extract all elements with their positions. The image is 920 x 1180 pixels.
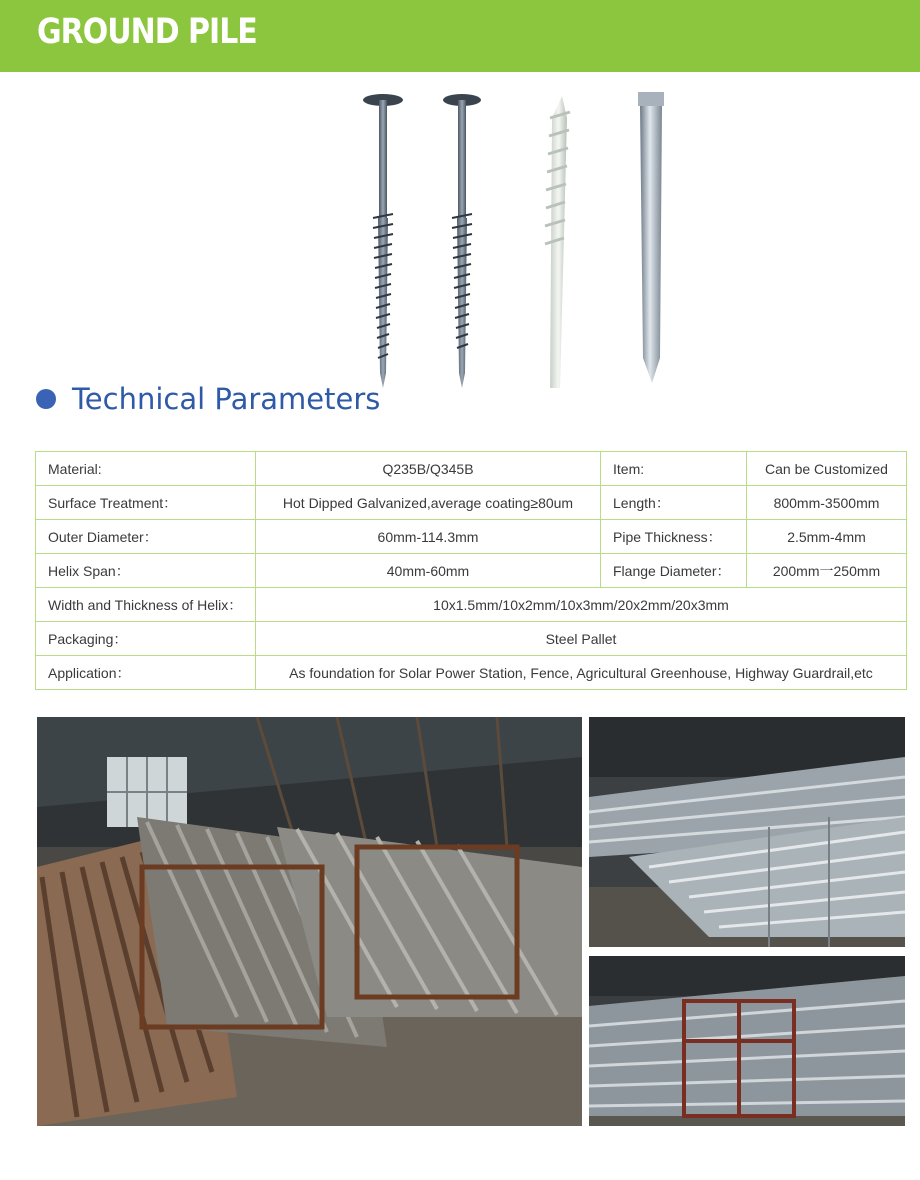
bullet-icon xyxy=(36,389,56,409)
table-row xyxy=(36,486,907,520)
spec-value: 2.5mm-4mm xyxy=(747,520,907,554)
warehouse-photo-bottom-right xyxy=(589,956,905,1126)
spec-label: Length： xyxy=(601,486,747,520)
spec-value: As foundation for Solar Power Station, Fence, Agricultural Greenhouse, Highway Guardrail,etc xyxy=(256,656,907,690)
ground-pile-flange-1 xyxy=(363,94,403,388)
spec-label: Width and Thickness of Helix： xyxy=(36,588,256,622)
spec-value: 40mm-60mm xyxy=(256,554,601,588)
spec-value: Q235B/Q345B xyxy=(256,452,601,486)
spec-value: 800mm-3500mm xyxy=(747,486,907,520)
spec-value: Can be Customized xyxy=(747,452,907,486)
spec-value: Hot Dipped Galvanized,average coating≥80um xyxy=(256,486,601,520)
spec-value: 60mm-114.3mm xyxy=(256,520,601,554)
warehouse-photo-top-right xyxy=(589,717,905,947)
table-row xyxy=(36,554,907,588)
spec-label: Application： xyxy=(36,656,256,690)
section-title: Technical Parameters xyxy=(72,382,381,416)
table-row xyxy=(36,622,907,656)
spec-label: Helix Span： xyxy=(36,554,256,588)
page-title: GROUND PILE xyxy=(37,12,257,53)
section-heading xyxy=(36,381,380,417)
spec-label: Item: xyxy=(601,452,747,486)
ground-pile-helix-pointed xyxy=(545,96,570,388)
spec-label: Pipe Thickness： xyxy=(601,520,747,554)
table-row xyxy=(36,452,907,486)
spec-label: Flange Diameter： xyxy=(601,554,747,588)
table-row xyxy=(36,520,907,554)
spec-label: Outer Diameter： xyxy=(36,520,256,554)
spec-value: 200mm一250mm xyxy=(747,554,907,588)
warehouse-photo-main xyxy=(37,717,582,1126)
table-row xyxy=(36,656,907,690)
ground-pile-pipe xyxy=(638,92,664,383)
table-row xyxy=(36,588,907,622)
ground-pile-flange-2 xyxy=(443,94,481,388)
spec-label: Packaging： xyxy=(36,622,256,656)
product-photo xyxy=(340,88,700,398)
spec-label: Material: xyxy=(36,452,256,486)
spec-value: Steel Pallet xyxy=(256,622,907,656)
spec-label: Surface Treatment： xyxy=(36,486,256,520)
header-bar xyxy=(0,0,920,72)
spec-value: 10x1.5mm/10x2mm/10x3mm/20x2mm/20x3mm xyxy=(256,588,907,622)
spec-table xyxy=(35,451,907,690)
